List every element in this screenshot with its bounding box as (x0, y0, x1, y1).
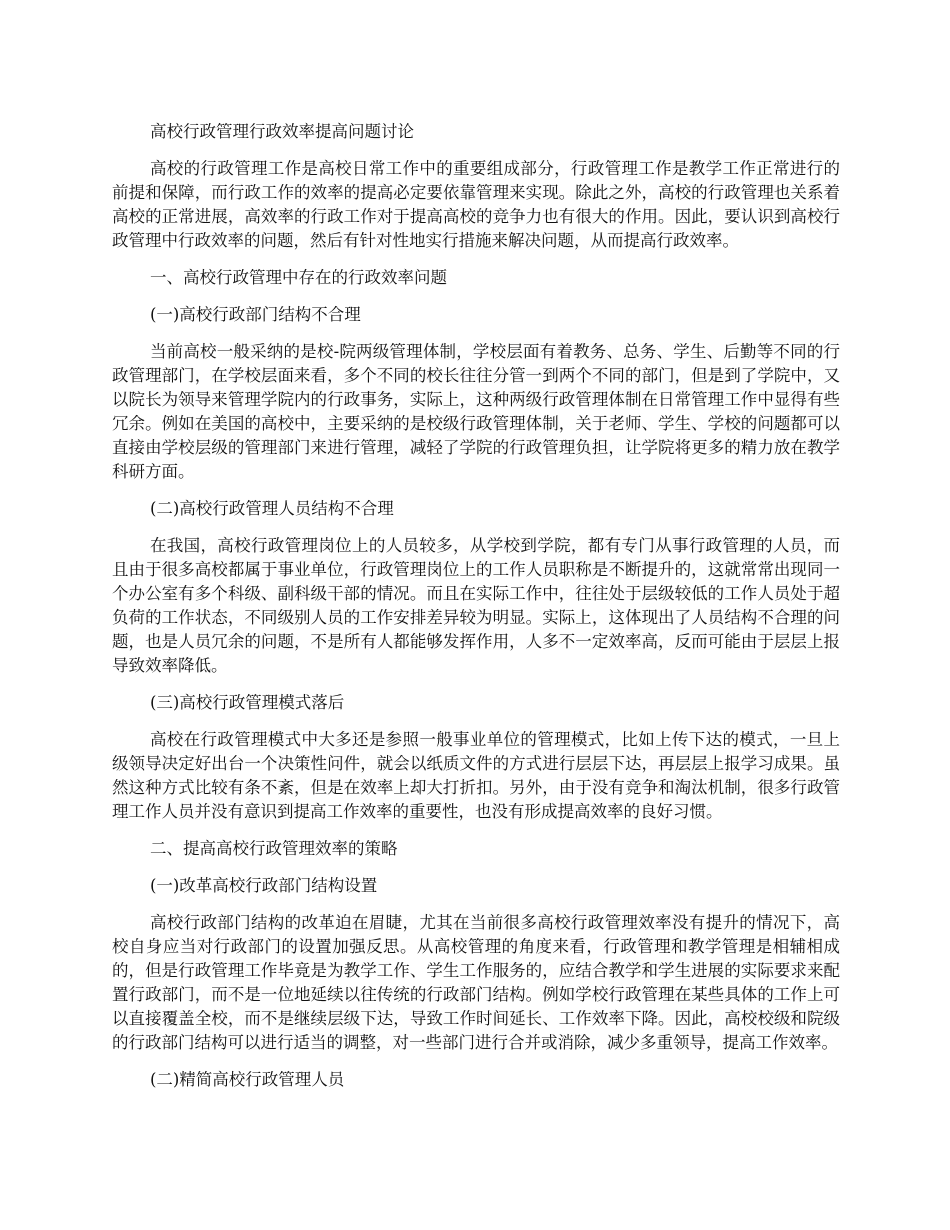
section-1-sub-2-heading: (二)高校行政管理人员结构不合理 (149, 499, 394, 518)
document-title: 高校行政管理行政效率提高问题讨论 (149, 122, 414, 141)
section-1-sub-3-paragraph: 高校在行政管理模式中大多还是参照一般事业单位的管理模式，比如上传下达的模式，一旦上级领导决定好出台一个决策性问件，就会以纸质文件的方式进行层层下达，再层层上报学习成果。虽然这种方式比较有条不紊，但是在效率上却大打折扣。另外，由于没有竞争和淘汰机制，很多行政管理工作人员并没有意识到提高工作效率的重要性，也没有形成提高效率的良好习惯。 (112, 730, 840, 821)
section-2-heading: 二、提高高校行政管理效率的策略 (149, 839, 398, 858)
section-1-sub-1-heading: (一)高校行政部门结构不合理 (149, 305, 361, 324)
section-1-sub-3-heading: (三)高校行政管理模式落后 (149, 693, 345, 712)
section-1-sub-1-paragraph: 当前高校一般采纳的是校-院两级管理体制，学校层面有着教务、总务、学生、后勤等不同的行政管理部门，在学校层面来看，多个不同的校长往往分管一到两个不同的部门，但是到了学院中，又以院长为领导来管理学院内的行政事务，实际上，这种两级行政管理体制在日常管理工作中显得有些冗余。例如在美国的高校中，主要采纳的是校级行政管理体制，关于老师、学生、学校的问题都可以直接由学校层级的管理部门来进行管理，减轻了学院的行政管理负担，让学院将更多的精力放在教学科研方面。 (112, 342, 840, 481)
section-2-sub-2-heading: (二)精简高校行政管理人员 (149, 1070, 345, 1089)
section-2-sub-1-heading: (一)改革高校行政部门结构设置 (149, 876, 378, 895)
document-page (112, 120, 840, 1105)
section-1-heading: 一、高校行政管理中存在的行政效率问题 (149, 268, 447, 287)
section-2-sub-1-paragraph: 高校行政部门结构的改革迫在眉睫，尤其在当前很多高校行政管理效率没有提升的情况下，高校自身应当对行政部门的设置加强反思。从高校管理的角度来看，行政管理和教学管理是相辅相成的，但是行政管理工作毕竟是为教学工作、学生工作服务的，应结合教学和学生进展的实际要求来配置行政部门，而不是一位地延续以往传统的行政部门结构。例如学校行政管理在某些具体的工作上可以直接覆盖全校，而不是继续层级下达，导致工作时间延长、工作效率下降。因此，高校校级和院级的行政部门结构可以进行适当的调整，对一些部门进行合并或消除，减少多重领导，提高工作效率。 (112, 913, 840, 1052)
intro-paragraph: 高校的行政管理工作是高校日常工作中的重要组成部分，行政管理工作是教学工作正常进行的前提和保障，而行政工作的效率的提高必定要依靠管理来实现。除此之外，高校的行政管理也关系着高校的正常进展，高效率的行政工作对于提高高校的竞争力也有很大的作用。因此，要认识到高校行政管理中行政效率的问题，然后有针对性地实行措施来解决问题，从而提高行政效率。 (112, 159, 840, 250)
section-1-sub-2-paragraph: 在我国，高校行政管理岗位上的人员较多，从学校到学院，都有专门从事行政管理的人员，而且由于很多高校都属于事业单位，行政管理岗位上的工作人员职称是不断提升的，这就常常出现同一个办公室有多个科级、副科级干部的情况。而且在实际工作中，往往处于层级较低的工作人员处于超负荷的工作状态，不同级别人员的工作安排差异较为明显。实际上，这体现出了人员结构不合理的问题，也是人员冗余的问题，不是所有人都能够发挥作用，人多不一定效率高，反而可能由于层层上报导致效率降低。 (112, 536, 840, 675)
